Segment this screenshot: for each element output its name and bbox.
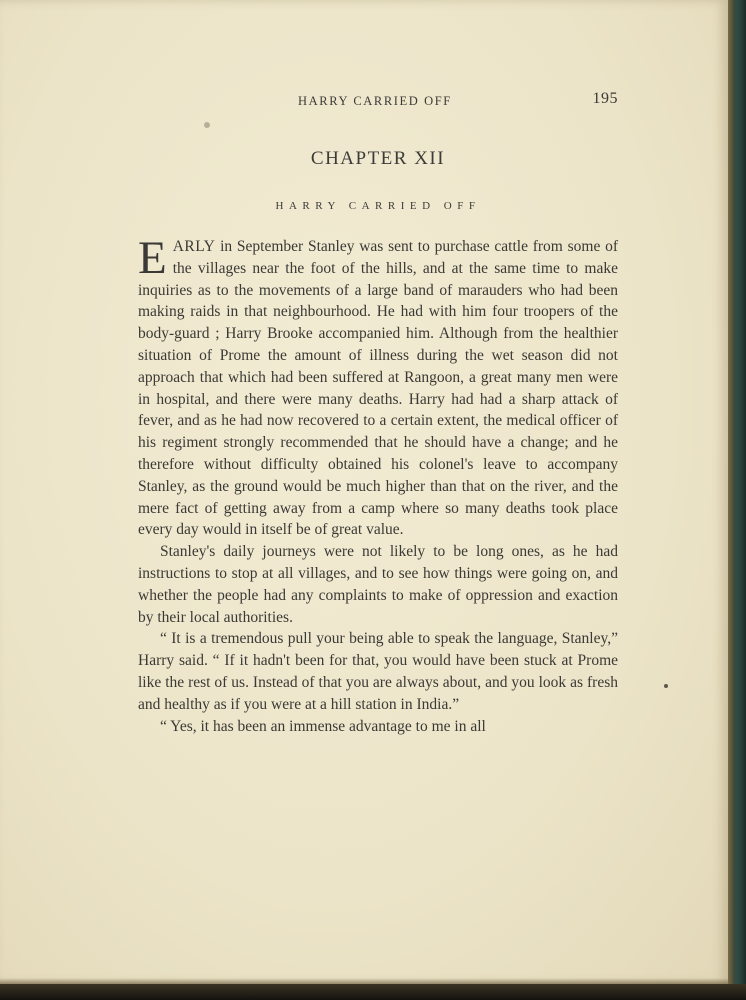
body-text <box>138 232 618 737</box>
paragraph-1-text: in September Stanley was sent to purchase cattle from some of the villages near the foot of the hills, and at the same time to make inquiries as to the movements of a large band of marauders who had been making raids in that neighbourhood. He had with him four troopers of the body-guard ; Harry Brooke accompanied him. Although from the healthier situation of Prome the amount of illness during the wet season did not approach that which had been suffered at Rangoon, a great many men were in hospital, and there were many deaths. Harry had had a sharp attack of fever, and as he had now recovered to a certain extent, the medical officer of his regiment strongly recommended that he should have a change; and he therefore without difficulty obtained his colonel's leave to accompany Stanley, as the ground would be much higher than that on the river, and the mere fact of getting away from a camp where so many deaths took place every day would in itself be of great value. <box>138 238 618 539</box>
book-edge-right <box>728 0 746 1000</box>
paragraph-1 <box>138 232 618 541</box>
paragraph-2: Stanley's daily journeys were not likely to be long ones, as he had instructions to stop at all villages, and to see how things were going on, and whether the people had any complaints to make of oppression and exaction by their local authorities. <box>138 543 618 626</box>
chapter-title: CHAPTER XII <box>310 148 446 169</box>
drop-cap: E <box>138 232 167 284</box>
chapter-subtitle: HARRY CARRIED OFF <box>275 200 481 212</box>
book-edge-bottom <box>0 984 746 1000</box>
paragraph-3: “ It is a tremendous pull your being able to speak the language, Stanley,” Harry said. “ If it hadn't been for that, you would have been stuck at Prome like the rest of us. Instead of that you are always about, and you look as fresh and healthy as if you were at a hill station in India.” <box>138 630 618 713</box>
page-number: 195 <box>592 90 618 107</box>
paragraph-4: “ Yes, it has been an immense advantage to me in all <box>160 717 486 735</box>
running-head <box>138 90 618 112</box>
running-head-title: HARRY CARRIED OFF <box>298 94 452 108</box>
paragraph-1-lead: ARLY <box>172 238 216 255</box>
paper-spot <box>664 684 668 688</box>
paper-spot <box>204 122 210 128</box>
